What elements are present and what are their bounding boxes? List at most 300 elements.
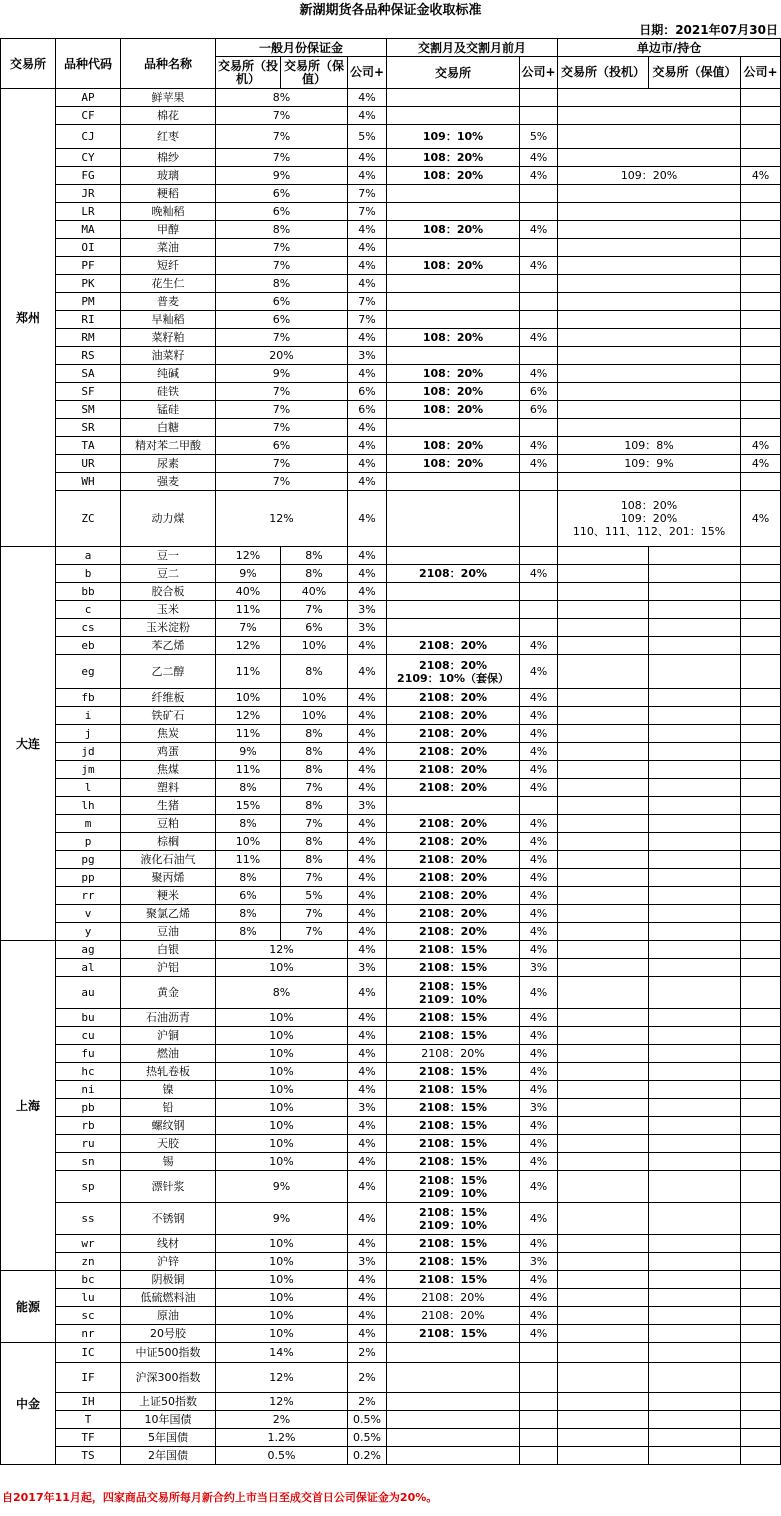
delivery-company-plus-cell [520,1447,558,1465]
spec-margin-cell: 8% [216,905,281,923]
unilateral-spec-cell [558,959,649,977]
delivery-exchange-cell: 2108：15% [387,1153,520,1171]
code-cell: ru [56,1135,121,1153]
company-plus-cell: 2% [348,1343,387,1363]
company-plus-cell: 4% [348,221,387,239]
unilateral-company-plus-cell [741,1325,781,1343]
code-cell: TF [56,1429,121,1447]
company-plus-cell: 4% [348,329,387,347]
unilateral-exchange-cell [558,185,741,203]
spec-margin-cell: 10% [216,959,348,977]
delivery-company-plus-cell: 4% [520,941,558,959]
code-cell: FG [56,167,121,185]
unilateral-company-plus-cell [741,761,781,779]
unilateral-hedge-cell [649,815,741,833]
unilateral-hedge-cell [649,1081,741,1099]
delivery-exchange-cell: 2108：15% [387,959,520,977]
company-plus-cell: 4% [348,365,387,383]
code-cell: RI [56,311,121,329]
spec-margin-cell: 9% [216,565,281,583]
name-cell: 焦煤 [121,761,216,779]
unilateral-spec-cell [558,1447,649,1465]
unilateral-exchange-cell [558,221,741,239]
delivery-exchange-cell: 2108：15% [387,1325,520,1343]
code-cell: SR [56,419,121,437]
table-row [1,941,781,959]
delivery-exchange-cell: 108：20% [387,437,520,455]
company-plus-cell: 4% [348,1009,387,1027]
unilateral-company-plus-cell [741,221,781,239]
delivery-company-plus-cell: 4% [520,761,558,779]
unilateral-spec-cell [558,1203,649,1235]
unilateral-hedge-cell [649,959,741,977]
delivery-company-plus-cell: 4% [520,1289,558,1307]
code-cell: fu [56,1045,121,1063]
unilateral-company-plus-cell: 4% [741,455,781,473]
hedge-margin-cell: 8% [281,833,348,851]
name-cell: 棉纱 [121,149,216,167]
header-unilateral-hedge: 交易所（保值） [649,57,741,89]
spec-margin-cell: 10% [216,1045,348,1063]
name-cell: 油菜籽 [121,347,216,365]
unilateral-company-plus-cell [741,1447,781,1465]
spec-margin-cell: 7% [216,419,348,437]
unilateral-company-plus-cell [741,941,781,959]
spec-margin-cell: 8% [216,221,348,239]
unilateral-spec-cell [558,689,649,707]
hedge-margin-cell: 10% [281,637,348,655]
header-company-plus: 公司+ [348,57,387,89]
company-plus-cell: 7% [348,203,387,221]
header-unilateral-company-plus: 公司+ [741,57,781,89]
spec-margin-cell: 11% [216,655,281,689]
name-cell: 2年国债 [121,1447,216,1465]
unilateral-company-plus-cell [741,637,781,655]
unilateral-spec-cell [558,815,649,833]
unilateral-hedge-cell [649,1271,741,1289]
name-cell: 红枣 [121,125,216,149]
company-plus-cell: 3% [348,1099,387,1117]
code-cell: al [56,959,121,977]
table-row [1,293,781,311]
header-unilateral: 单边市/持仓 [558,39,781,57]
delivery-company-plus-cell [520,1393,558,1411]
company-plus-cell: 4% [348,547,387,565]
unilateral-company-plus-cell [741,833,781,851]
table-row [1,815,781,833]
table-row [1,203,781,221]
company-plus-cell: 4% [348,1307,387,1325]
delivery-company-plus-cell [520,491,558,547]
hedge-margin-cell: 7% [281,601,348,619]
unilateral-company-plus-cell [741,347,781,365]
unilateral-company-plus-cell [741,725,781,743]
name-cell: 天胶 [121,1135,216,1153]
name-cell: 漂针浆 [121,1171,216,1203]
delivery-exchange-cell: 108：20% [387,365,520,383]
hedge-margin-cell: 8% [281,655,348,689]
delivery-exchange-cell [387,89,520,107]
delivery-exchange-cell: 2108：20% [387,637,520,655]
table-row [1,1081,781,1099]
company-plus-cell: 4% [348,1289,387,1307]
table-row [1,1135,781,1153]
table-row [1,565,781,583]
name-cell: 强麦 [121,473,216,491]
unilateral-spec-cell [558,905,649,923]
name-cell: 棉花 [121,107,216,125]
delivery-exchange-cell: 2108：20% [387,887,520,905]
delivery-company-plus-cell: 6% [520,401,558,419]
unilateral-spec-cell [558,923,649,941]
unilateral-hedge-cell [649,1045,741,1063]
code-cell: bu [56,1009,121,1027]
delivery-company-plus-cell: 4% [520,637,558,655]
unilateral-hedge-cell [649,725,741,743]
delivery-company-plus-cell [520,89,558,107]
company-plus-cell: 4% [348,565,387,583]
unilateral-exchange-cell [558,275,741,293]
company-plus-cell: 4% [348,1171,387,1203]
delivery-line: 2108：20% [419,658,487,672]
unilateral-hedge-cell [649,923,741,941]
unilateral-spec-cell [558,977,649,1009]
unilateral-spec-cell [558,1363,649,1393]
unilateral-hedge-cell [649,1363,741,1393]
delivery-exchange-cell: 2108：20% [387,565,520,583]
spec-margin-cell: 10% [216,833,281,851]
name-cell: 不锈钢 [121,1203,216,1235]
spec-margin-cell: 12% [216,491,348,547]
code-cell: LR [56,203,121,221]
delivery-exchange-cell: 108：20% [387,455,520,473]
unilateral-spec-cell [558,869,649,887]
table-row [1,257,781,275]
code-cell: PK [56,275,121,293]
unilateral-company-plus-cell [741,1045,781,1063]
table-row [1,1027,781,1045]
unilateral-company-plus-cell [741,923,781,941]
table-row [1,887,781,905]
spec-margin-cell: 8% [216,977,348,1009]
unilateral-spec-cell [558,1411,649,1429]
code-cell: AP [56,89,121,107]
name-cell: 甲醇 [121,221,216,239]
unilateral-company-plus-cell [741,185,781,203]
name-cell: 锡 [121,1153,216,1171]
name-cell: 阴极铜 [121,1271,216,1289]
company-plus-cell: 2% [348,1363,387,1393]
unilateral-hedge-cell [649,655,741,689]
unilateral-hedge-cell [649,619,741,637]
code-cell: UR [56,455,121,473]
table-row [1,923,781,941]
code-cell: zn [56,1253,121,1271]
unilateral-hedge-cell [649,601,741,619]
unilateral-spec-cell [558,1307,649,1325]
table-row [1,547,781,565]
delivery-exchange-cell: 2108：20% [387,815,520,833]
delivery-company-plus-cell: 5% [520,125,558,149]
delivery-exchange-cell [387,797,520,815]
name-cell: 纤维板 [121,689,216,707]
unilateral-company-plus-cell [741,383,781,401]
company-plus-cell: 4% [348,1153,387,1171]
unilateral-spec-cell [558,1045,649,1063]
unilateral-company-plus-cell [741,1307,781,1325]
delivery-exchange-cell: 2108：20% [387,833,520,851]
table-row [1,1447,781,1465]
header-general-margin: 一般月份保证金 [216,39,387,57]
code-cell: i [56,707,121,725]
name-cell: 早籼稻 [121,311,216,329]
unilateral-hedge-cell [649,869,741,887]
code-cell: lh [56,797,121,815]
unilateral-hedge-cell [649,1235,741,1253]
code-cell: PM [56,293,121,311]
code-cell: sn [56,1153,121,1171]
delivery-exchange-cell [387,1171,520,1203]
header-exchange-hedge: 交易所（保值） [281,57,348,89]
company-plus-cell: 4% [348,455,387,473]
delivery-exchange-cell: 2108：15% [387,1135,520,1153]
code-cell: TS [56,1447,121,1465]
unilateral-spec-cell [558,761,649,779]
unilateral-company-plus-cell [741,365,781,383]
company-plus-cell: 3% [348,959,387,977]
delivery-exchange-cell [387,311,520,329]
unilateral-spec-cell [558,1027,649,1045]
unilateral-hedge-cell [649,1117,741,1135]
code-cell: sc [56,1307,121,1325]
unilateral-exchange-cell: 109：8% [558,437,741,455]
unilateral-company-plus-cell [741,1343,781,1363]
spec-margin-cell: 7% [216,257,348,275]
name-cell: 锰硅 [121,401,216,419]
unilateral-company-plus-cell [741,125,781,149]
delivery-exchange-cell [387,239,520,257]
unilateral-spec-cell [558,583,649,601]
unilateral-spec-cell [558,601,649,619]
company-plus-cell: 4% [348,761,387,779]
spec-margin-cell: 6% [216,311,348,329]
unilateral-hedge-cell [649,1099,741,1117]
unilateral-hedge-cell [649,1429,741,1447]
unilateral-exchange-cell [558,473,741,491]
name-cell: 焦炭 [121,725,216,743]
unilateral-exchange-cell [558,293,741,311]
spec-margin-cell: 12% [216,547,281,565]
delivery-company-plus-cell: 4% [520,1153,558,1171]
hedge-margin-cell: 5% [281,887,348,905]
header-code: 品种代码 [56,39,121,89]
code-cell: hc [56,1063,121,1081]
table-row [1,583,781,601]
delivery-exchange-cell: 2108：20% [387,761,520,779]
table-row [1,833,781,851]
name-cell: 玉米淀粉 [121,619,216,637]
hedge-margin-cell: 40% [281,583,348,601]
name-cell: 鲜苹果 [121,89,216,107]
spec-margin-cell: 0.5% [216,1447,348,1465]
unilateral-hedge-cell [649,637,741,655]
code-cell: RM [56,329,121,347]
delivery-company-plus-cell: 4% [520,977,558,1009]
unilateral-spec-cell [558,1393,649,1411]
name-cell: 白银 [121,941,216,959]
table-row [1,401,781,419]
company-plus-cell: 7% [348,185,387,203]
delivery-company-plus-cell: 4% [520,1045,558,1063]
delivery-exchange-cell: 2108：15% [387,1009,520,1027]
unilateral-spec-cell [558,1063,649,1081]
name-cell: 聚氯乙烯 [121,905,216,923]
code-cell: au [56,977,121,1009]
delivery-exchange-cell [387,655,520,689]
code-cell: ss [56,1203,121,1235]
company-plus-cell: 4% [348,905,387,923]
delivery-line: 2109：10%（套保） [397,671,509,685]
delivery-exchange-cell: 2108：15% [387,1081,520,1099]
unilateral-spec-cell [558,743,649,761]
name-cell: 玉米 [121,601,216,619]
unilateral-hedge-cell [649,1135,741,1153]
company-plus-cell: 3% [348,601,387,619]
table-row [1,655,781,689]
company-plus-cell: 4% [348,1271,387,1289]
code-cell: CY [56,149,121,167]
delivery-company-plus-cell: 4% [520,725,558,743]
unilateral-company-plus-cell [741,619,781,637]
unilateral-company-plus-cell [741,1411,781,1429]
unilateral-exchange-cell [558,311,741,329]
name-cell: 聚丙烯 [121,869,216,887]
spec-margin-cell: 7% [216,149,348,167]
delivery-company-plus-cell [520,419,558,437]
delivery-company-plus-cell: 4% [520,1135,558,1153]
table-row [1,239,781,257]
code-cell: eg [56,655,121,689]
code-cell: y [56,923,121,941]
code-cell: v [56,905,121,923]
unilateral-company-plus-cell [741,887,781,905]
unilateral-hedge-cell [649,743,741,761]
spec-margin-cell: 7% [216,383,348,401]
name-cell: 5年国债 [121,1429,216,1447]
spec-margin-cell: 2% [216,1411,348,1429]
delivery-line: 2108：15% [419,1205,487,1219]
code-cell: c [56,601,121,619]
unilateral-spec-cell [558,547,649,565]
exchange-cell: 中金 [1,1343,56,1465]
unilateral-spec-cell [558,1117,649,1135]
delivery-exchange-cell: 2108：20% [387,1045,520,1063]
delivery-exchange-cell: 2108：15% [387,1235,520,1253]
unilateral-company-plus-cell [741,293,781,311]
table-row [1,149,781,167]
company-plus-cell: 4% [348,1117,387,1135]
hedge-margin-cell: 8% [281,547,348,565]
delivery-company-plus-cell: 4% [520,1027,558,1045]
delivery-company-plus-cell: 4% [520,1063,558,1081]
spec-margin-cell: 20% [216,347,348,365]
code-cell: MA [56,221,121,239]
spec-margin-cell: 9% [216,1203,348,1235]
code-cell: p [56,833,121,851]
delivery-exchange-cell: 2108：15% [387,1063,520,1081]
spec-margin-cell: 10% [216,1235,348,1253]
spec-margin-cell: 12% [216,1363,348,1393]
margin-table [0,38,781,1465]
spec-margin-cell: 12% [216,637,281,655]
spec-margin-cell: 8% [216,275,348,293]
unilateral-company-plus-cell [741,851,781,869]
delivery-company-plus-cell [520,1429,558,1447]
unilateral-company-plus-cell [741,601,781,619]
delivery-exchange-cell [387,1429,520,1447]
name-cell: 豆一 [121,547,216,565]
company-plus-cell: 4% [348,869,387,887]
name-cell: 普麦 [121,293,216,311]
spec-margin-cell: 10% [216,1289,348,1307]
spec-margin-cell: 7% [216,619,281,637]
name-cell: 螺纹钢 [121,1117,216,1135]
code-cell: JR [56,185,121,203]
code-cell: IF [56,1363,121,1393]
table-row [1,1171,781,1203]
table-row [1,601,781,619]
name-cell: 精对苯二甲酸 [121,437,216,455]
company-plus-cell: 4% [348,167,387,185]
unilateral-spec-cell [558,1343,649,1363]
delivery-company-plus-cell: 3% [520,959,558,977]
delivery-exchange-cell [387,419,520,437]
table-row [1,637,781,655]
company-plus-cell: 3% [348,797,387,815]
unilateral-company-plus-cell [741,1099,781,1117]
spec-margin-cell: 7% [216,401,348,419]
unilateral-company-plus-cell [741,707,781,725]
delivery-company-plus-cell: 4% [520,149,558,167]
spec-margin-cell: 6% [216,203,348,221]
spec-margin-cell: 10% [216,689,281,707]
hedge-margin-cell: 8% [281,797,348,815]
report-date: 日期：2021年07月30日 [639,23,778,37]
delivery-exchange-cell: 108：20% [387,401,520,419]
code-cell: cs [56,619,121,637]
unilateral-exchange-cell [558,347,741,365]
unilateral-spec-cell [558,779,649,797]
code-cell: b [56,565,121,583]
name-cell: 液化石油气 [121,851,216,869]
unilateral-hedge-cell [649,1307,741,1325]
code-cell: pb [56,1099,121,1117]
hedge-margin-cell: 7% [281,815,348,833]
unilateral-company-plus-cell [741,275,781,293]
unilateral-company-plus-cell [741,1063,781,1081]
delivery-exchange-cell [387,491,520,547]
hedge-margin-cell: 7% [281,923,348,941]
table-row [1,1307,781,1325]
unilateral-hedge-cell [649,689,741,707]
spec-margin-cell: 15% [216,797,281,815]
name-cell: 纯碱 [121,365,216,383]
company-plus-cell: 4% [348,239,387,257]
code-cell: rr [56,887,121,905]
unilateral-company-plus-cell [741,1429,781,1447]
unilateral-exchange-cell: 109：9% [558,455,741,473]
spec-margin-cell: 8% [216,779,281,797]
